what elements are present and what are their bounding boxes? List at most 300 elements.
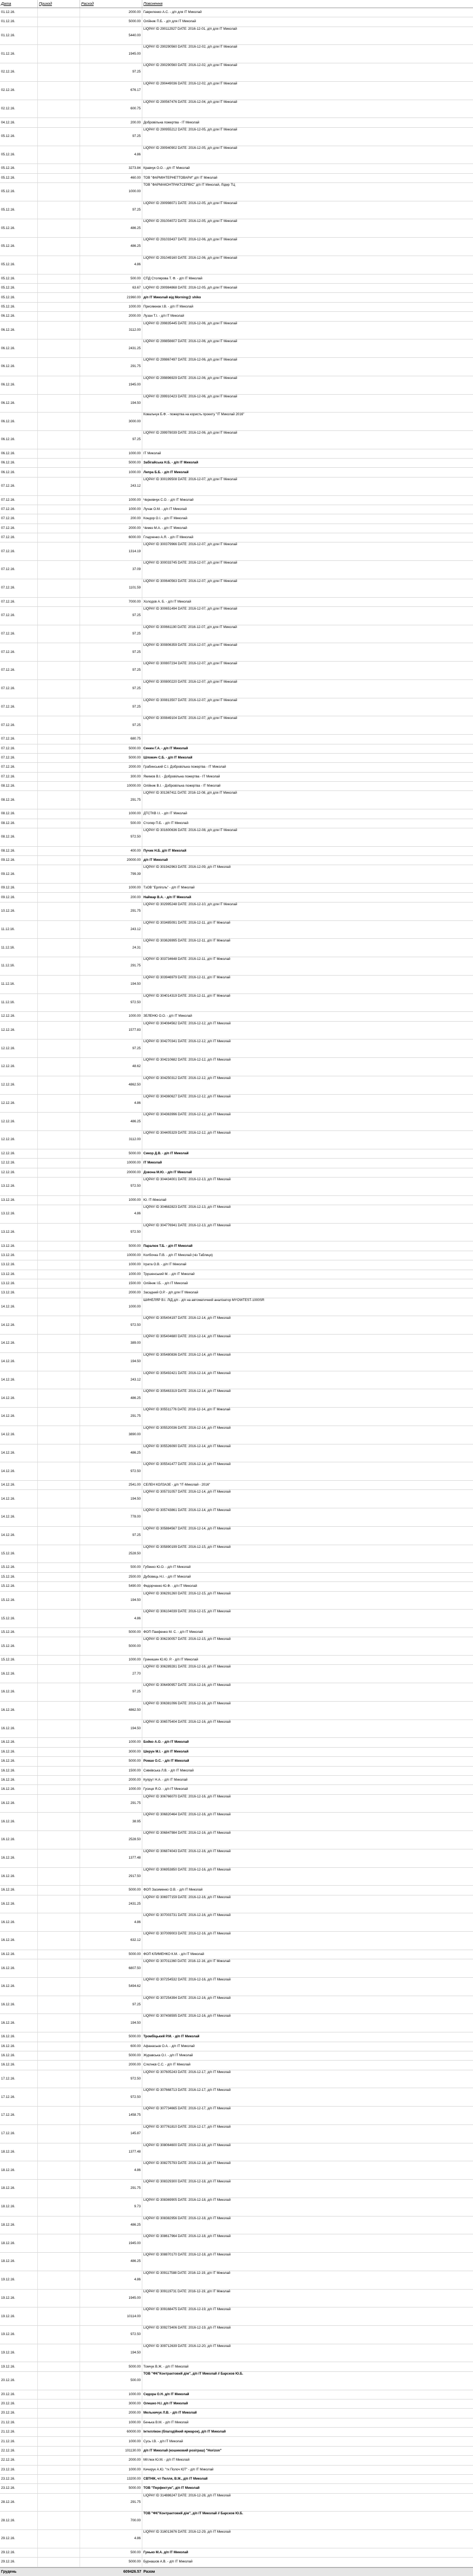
table-row xyxy=(0,1241,473,1251)
table-row xyxy=(0,1767,473,1776)
cell-income xyxy=(38,579,80,597)
table-row xyxy=(0,2437,473,2446)
table-row xyxy=(0,174,473,183)
cell-date: 16.12.16. xyxy=(0,2042,38,2051)
cell-note: Якимов В.І. - Добровільна пожертва - ІТ Миколай xyxy=(143,774,220,779)
table-row xyxy=(0,118,473,127)
cell-date: 07.12.16. xyxy=(0,662,38,679)
cell-note: Гавриленко А.С. - д/п для ІТ Миколай xyxy=(143,10,202,15)
cell-income xyxy=(38,1196,80,1205)
cell-date: 07.12.16. xyxy=(0,773,38,781)
header-date[interactable]: Дата xyxy=(0,0,38,8)
cell-date: 09.12.16. xyxy=(0,865,38,883)
cell-expense: 5000.00 xyxy=(80,2362,142,2371)
table-row xyxy=(0,1720,473,1738)
cell-date: 18.12.16. xyxy=(0,2143,38,2161)
cell-income xyxy=(38,1224,80,1241)
table-row xyxy=(0,505,473,514)
cell-expense: 460.00 xyxy=(80,174,142,182)
cell-income xyxy=(38,1113,80,1130)
cell-expense: 1000.00 xyxy=(80,468,142,476)
cell-income xyxy=(38,1720,80,1738)
table-row xyxy=(0,903,473,921)
table-row xyxy=(0,2530,473,2548)
table-row xyxy=(0,1353,473,1371)
cell-income xyxy=(38,533,80,542)
table-row xyxy=(0,413,473,431)
cell-expense: 3000.00 xyxy=(80,2400,142,2408)
cell-income xyxy=(38,478,80,495)
table-row xyxy=(0,2234,473,2253)
cell-date: 13.12.16. xyxy=(0,1270,38,1279)
cell-income xyxy=(38,17,80,26)
cell-date: 04.12.16. xyxy=(0,118,38,127)
cell-income xyxy=(38,1959,80,1977)
table-row xyxy=(0,1831,473,1849)
table-row xyxy=(0,598,473,607)
cell-note: LIQPAY ID 307011360 DATE: 2016-12-16, д/п ІТ Миколай xyxy=(143,1959,231,1964)
cell-note: LIQPAY ID 306291260 DATE: 2016-12-15, д/п ІТ Миколай xyxy=(143,1591,231,1596)
cell-date: 05.12.16. xyxy=(0,238,38,256)
cell-date: 14.12.16. xyxy=(0,1527,38,1545)
cell-income xyxy=(38,893,80,901)
cell-income xyxy=(38,1776,80,1784)
cell-expense: 4.86 xyxy=(80,1610,142,1627)
cell-income xyxy=(38,680,80,698)
cell-expense: 1945.00 xyxy=(80,376,142,394)
cell-date: 15.12.16. xyxy=(0,1637,38,1655)
cell-date: 01.12.16. xyxy=(0,27,38,45)
cell-note: LIQPAY ID 307605243 DATE: 2016-12-17, д/п ІТ Миколай xyxy=(143,2070,231,2074)
cell-date: 28.12.16. xyxy=(0,2494,38,2512)
cell-income xyxy=(38,2032,80,2041)
cell-note: LIQPAY ID 301942963 DATE: 2016-12-09, д/п ІТ Миколай xyxy=(143,865,231,869)
cell-income xyxy=(38,1371,80,1389)
table-row xyxy=(0,533,473,542)
cell-income xyxy=(38,1932,80,1950)
cell-date: 14.12.16. xyxy=(0,1335,38,1352)
table-row xyxy=(0,1886,473,1895)
cell-expense: 3112.00 xyxy=(80,1131,142,1149)
cell-income xyxy=(38,1444,80,1462)
cell-expense: 9.73 xyxy=(80,2198,142,2216)
cell-income xyxy=(38,2447,80,2455)
cell-date: 08.12.16. xyxy=(0,791,38,809)
cell-expense: 1000.00 xyxy=(80,496,142,505)
cell-income xyxy=(38,2125,80,2143)
cell-expense: 97.25 xyxy=(80,662,142,679)
cell-income xyxy=(38,1058,80,1076)
cell-date: 18.12.16. xyxy=(0,2234,38,2252)
cell-expense: 4.86 xyxy=(80,2530,142,2548)
cell-expense: 97.25 xyxy=(80,431,142,449)
cell-expense: 2000.00 xyxy=(80,8,142,17)
cell-expense: 2917.50 xyxy=(80,1868,142,1886)
cell-note: Федорченко Ю.Ф. - д/п ІТ Миколай xyxy=(143,1584,198,1588)
cell-note: LIQPAY ID 308275793 DATE: 2016-12-18, д/п ІТ Миколай xyxy=(143,2161,231,2166)
table-row xyxy=(0,1224,473,1242)
cell-date: 11.12.16. xyxy=(0,957,38,975)
cell-expense: 1000.00 xyxy=(80,1270,142,1279)
cell-date: 15.12.16. xyxy=(0,1592,38,1610)
cell-income xyxy=(38,625,80,643)
cell-income xyxy=(38,698,80,716)
cell-expense: 3273.84 xyxy=(80,164,142,173)
cell-expense: 24.31 xyxy=(80,939,142,957)
cell-note: LIQPAY ID 306766070 DATE: 2016-12-16, д/п ІТ Миколай xyxy=(143,1794,231,1799)
cell-date: 18.12.16. xyxy=(0,2253,38,2271)
cell-income xyxy=(38,2428,80,2436)
cell-date: 17.12.16. xyxy=(0,2088,38,2106)
cell-date: 28.12.16. xyxy=(0,2512,38,2529)
cell-date: 11.12.16. xyxy=(0,994,38,1012)
cell-income xyxy=(38,1279,80,1288)
cell-note: LIQPAY ID 306820464 DATE: 2016-12-16, д/п ІТ Миколай xyxy=(143,1813,231,1817)
cell-expense: 1000.00 xyxy=(80,2390,142,2399)
cell-date: 16.12.16. xyxy=(0,2061,38,2069)
cell-expense: 972.50 xyxy=(80,1178,142,1195)
table-row xyxy=(0,395,473,413)
cell-date: 12.12.16. xyxy=(0,1012,38,1021)
table-row xyxy=(0,561,473,579)
cell-date: 16.12.16. xyxy=(0,1702,38,1719)
table-row xyxy=(0,1076,473,1095)
cell-expense: 101130.00 xyxy=(80,2447,142,2455)
total-status: Разом xyxy=(143,2570,155,2574)
cell-income xyxy=(38,219,80,237)
cell-date: 14.12.16. xyxy=(0,1444,38,1462)
cell-date: 07.12.16. xyxy=(0,607,38,625)
cell-date: 20.12.16. xyxy=(0,2400,38,2408)
cell-income xyxy=(38,201,80,219)
cell-expense: 972.50 xyxy=(80,1462,142,1480)
cell-note: Кичирук А.Ю. "тк Полоч ЮТ" - д/п ІТ Миколай xyxy=(143,2467,214,2472)
cell-note: LIQPAY ID 304363996 DATE: 2016-12-12, д/п ІТ Миколай xyxy=(143,1113,231,1117)
cell-expense: 486.25 xyxy=(80,1444,142,1462)
cell-date: 19.12.16. xyxy=(0,2344,38,2362)
table-row xyxy=(0,514,473,524)
cell-date: 13.12.16. xyxy=(0,1205,38,1223)
cell-date: 14.12.16. xyxy=(0,1462,38,1480)
cell-note: LIQPAY ID 306230057 DATE: 2016-12-15, д/п ІТ Миколай xyxy=(143,1637,231,1642)
cell-expense: 972.50 xyxy=(80,1224,142,1241)
cell-expense: 13200.00 xyxy=(80,2475,142,2483)
cell-note: LIQPAY ID 291033437 DATE: 2016-12-06, д/п для ІТ Миколай xyxy=(143,238,238,242)
cell-expense: 291.75 xyxy=(80,903,142,920)
cell-income xyxy=(38,27,80,45)
cell-expense: 63.67 xyxy=(80,284,142,292)
cell-note: Журавська О.І. - д/п ІТ Миколай xyxy=(143,2054,193,2058)
table-row xyxy=(0,2466,473,2475)
cell-expense: 2528.50 xyxy=(80,1545,142,1563)
cell-note: LIQPAY ID 290290560 DATE: 2016-12-02, д/п для ІТ Миколай xyxy=(143,63,238,68)
cell-income xyxy=(38,1178,80,1195)
cell-date: 19.12.16. xyxy=(0,2290,38,2307)
total-row xyxy=(0,2567,473,2576)
cell-expense: 10000.00 xyxy=(80,1251,142,1260)
cell-income xyxy=(38,413,80,430)
table-row xyxy=(0,82,473,100)
cell-income xyxy=(38,322,80,339)
cell-date: 16.12.16. xyxy=(0,2051,38,2060)
cell-expense: 5000.00 xyxy=(80,17,142,26)
cell-income xyxy=(38,514,80,523)
cell-income xyxy=(38,2390,80,2399)
cell-expense: 2431.25 xyxy=(80,339,142,357)
cell-expense: 194.50 xyxy=(80,2014,142,2032)
header-expense[interactable]: Расход xyxy=(80,0,142,8)
cell-expense: 291.75 xyxy=(80,957,142,975)
cell-expense: 799.39 xyxy=(80,865,142,883)
cell-income xyxy=(38,1389,80,1407)
cell-income xyxy=(38,1241,80,1250)
cell-expense: 1314.19 xyxy=(80,542,142,560)
table-row xyxy=(0,1656,473,1665)
cell-note: ТОВ "ФАРМАКОНТРАКТСЕРВІС" д/п ІТ Миколай, Лідер ТЦ xyxy=(143,183,235,187)
cell-note: Лузан Т.І. - д/п ІТ Миколай xyxy=(143,314,185,318)
cell-income xyxy=(38,1996,80,2014)
cell-date: 16.12.16. xyxy=(0,1959,38,1977)
cell-expense: 6807.50 xyxy=(80,1959,142,1977)
cell-date: 07.12.16. xyxy=(0,643,38,661)
cell-note: LIQPAY ID 305492421 DATE: 2016-12-14, д/п ІТ Миколай xyxy=(143,1371,231,1375)
cell-expense: 291.75 xyxy=(80,358,142,376)
cell-date: 29.12.16. xyxy=(0,2548,38,2557)
cell-expense: 97.25 xyxy=(80,201,142,219)
cell-date: 18.12.16. xyxy=(0,2161,38,2179)
cell-note: LIQPAY ID 306874043 DATE: 2016-12-16, д/п ІТ Миколай xyxy=(143,1849,231,1853)
cell-note: Тромбіцький Р.М. - д/п ІТ Миколай xyxy=(143,2035,200,2039)
cell-date: 12.12.16. xyxy=(0,1159,38,1167)
table-row xyxy=(0,2390,473,2400)
cell-expense: 972.50 xyxy=(80,2326,142,2344)
table-row xyxy=(0,680,473,698)
cell-income xyxy=(38,1950,80,1959)
cell-date: 06.12.16. xyxy=(0,431,38,449)
table-row xyxy=(0,1748,473,1757)
cell-income xyxy=(38,2198,80,2216)
cell-expense: 4.86 xyxy=(80,2161,142,2179)
table-row xyxy=(0,459,473,468)
cell-income xyxy=(38,2548,80,2557)
cell-note: Бенька В.М. - д/п ІТ Миколай xyxy=(143,2420,189,2424)
table-row xyxy=(0,2042,473,2051)
cell-date: 16.12.16. xyxy=(0,2032,38,2041)
table-row xyxy=(0,431,473,449)
cell-income xyxy=(38,1582,80,1591)
cell-income xyxy=(38,339,80,357)
cell-date: 23.12.16. xyxy=(0,2475,38,2483)
table-row xyxy=(0,164,473,173)
cell-expense: 200.00 xyxy=(80,118,142,127)
table-row xyxy=(0,63,473,82)
cell-expense: 145.87 xyxy=(80,2125,142,2143)
table-row xyxy=(0,1795,473,1813)
cell-expense: 4.86 xyxy=(80,256,142,274)
cell-date: 14.12.16. xyxy=(0,1508,38,1526)
table-row xyxy=(0,2032,473,2042)
cell-date: 06.12.16. xyxy=(0,395,38,413)
header-income[interactable]: Приход xyxy=(38,0,80,8)
cell-date: 07.12.16. xyxy=(0,698,38,716)
table-row xyxy=(0,1131,473,1149)
cell-date: 07.12.16. xyxy=(0,542,38,560)
cell-expense: 500.00 xyxy=(80,819,142,828)
cell-expense: 2431.25 xyxy=(80,1895,142,1913)
cell-expense: 972.50 xyxy=(80,828,142,846)
cell-date: 12.12.16. xyxy=(0,1168,38,1177)
cell-expense: 600.00 xyxy=(80,2042,142,2051)
cell-date: 02.12.16. xyxy=(0,100,38,118)
cell-expense: 60000.00 xyxy=(80,2428,142,2436)
cell-note: ТОВ "ФАРМІНТЕРНЕТТОВАРИ" д/п ІТ Миколай xyxy=(143,175,218,180)
cell-date: 07.12.16. xyxy=(0,505,38,514)
cell-date: 05.12.16. xyxy=(0,201,38,219)
cell-date: 15.12.16. xyxy=(0,1656,38,1664)
cell-note: д/п ІТ Миколай (кошиковий розіграш) "Horizon" xyxy=(143,2448,222,2453)
table-row xyxy=(0,2548,473,2558)
cell-expense: 4.86 xyxy=(80,1205,142,1223)
cell-income xyxy=(38,773,80,781)
cell-income xyxy=(38,174,80,182)
table-row xyxy=(0,1895,473,1914)
cell-expense: 1377.48 xyxy=(80,2143,142,2161)
cell-date: 07.12.16. xyxy=(0,496,38,505)
cell-date: 06.12.16. xyxy=(0,376,38,394)
cell-expense: 5000.00 xyxy=(80,2484,142,2493)
cell-income xyxy=(38,1849,80,1867)
cell-date: 06.12.16. xyxy=(0,459,38,467)
cell-income xyxy=(38,2372,80,2390)
cell-date: 07.12.16. xyxy=(0,763,38,772)
cell-note: Купрут Н.А. - д/п ІТ Миколай xyxy=(143,1777,188,1782)
table-row xyxy=(0,2051,473,2061)
cell-note: Ковальчук Б.Ф. - пожертва на користь проекту "ІТ Миколай 2016" xyxy=(143,413,245,417)
cell-note: Дубовець Н.І. - д/п ІТ Миколай xyxy=(143,1574,191,1579)
cell-date: 07.12.16. xyxy=(0,561,38,579)
table-row xyxy=(0,2125,473,2143)
cell-date: 05.12.16. xyxy=(0,146,38,164)
cell-income xyxy=(38,2217,80,2234)
cell-income xyxy=(38,2042,80,2051)
cell-note: LIQPAY ID 304360627 DATE: 2016-12-12, д/п ІТ Миколай xyxy=(143,1094,231,1099)
table-row xyxy=(0,1389,473,1408)
cell-date: 16.12.16. xyxy=(0,2014,38,2032)
cell-expense: 2541.00 xyxy=(80,1481,142,1489)
cell-income xyxy=(38,2051,80,2060)
cell-date: 13.12.16. xyxy=(0,1279,38,1288)
cell-note: LIQPAY ID 307003731 DATE: 2016-12-16, д/п ІТ Миколай xyxy=(143,1913,231,1918)
cell-income xyxy=(38,1251,80,1260)
table-row xyxy=(0,744,473,754)
cell-date: 12.12.16. xyxy=(0,1113,38,1130)
cell-note: LIQPAY ID 300033745 DATE: 2016-12-07, д/п для ІТ Миколай xyxy=(143,561,238,565)
cell-date: 07.12.16. xyxy=(0,533,38,542)
table-row xyxy=(0,1978,473,1996)
cell-income xyxy=(38,183,80,201)
cell-income xyxy=(38,2070,80,2088)
table-row xyxy=(0,128,473,146)
cell-note: ІТ Миколай xyxy=(143,1161,162,1165)
cell-note: LIQPAY ID 300849104 DATE: 2016-12-07, д/п для ІТ Миколай xyxy=(143,716,238,721)
cell-income xyxy=(38,1785,80,1794)
cell-income xyxy=(38,2143,80,2161)
cell-note: Томчук В.Ж. - д/п ІТ Миколай xyxy=(143,2364,189,2369)
cell-date: 16.12.16. xyxy=(0,1757,38,1766)
cell-date: 10.12.16. xyxy=(0,903,38,920)
cell-date: 19.12.16. xyxy=(0,2307,38,2325)
cell-date: 17.12.16. xyxy=(0,2125,38,2143)
cell-note: Слєпнєв С.С. - д/п ІТ Миколай xyxy=(143,2063,190,2067)
cell-expense: 10114.00 xyxy=(80,2307,142,2325)
header-note[interactable]: Пояснення xyxy=(143,2,163,6)
cell-date: 05.12.16. xyxy=(0,219,38,237)
cell-expense: 300.00 xyxy=(80,773,142,781)
cell-income xyxy=(38,312,80,321)
cell-note: LIQPAY ID 309117588 DATE: 2016-12-19, д/п ІТ Миколай xyxy=(143,2271,231,2275)
cell-income xyxy=(38,976,80,993)
cell-expense: 291.75 xyxy=(80,791,142,809)
cell-expense: 1000.00 xyxy=(80,809,142,818)
cell-income xyxy=(38,643,80,661)
cell-note: LIQPAY ID 307734665 DATE: 2016-12-17, д/п ІТ Миколай xyxy=(143,2107,231,2111)
cell-income xyxy=(38,128,80,146)
table-row xyxy=(0,1335,473,1353)
cell-income xyxy=(38,1168,80,1177)
cell-income xyxy=(38,146,80,164)
table-row xyxy=(0,1260,473,1270)
table-row xyxy=(0,17,473,27)
cell-note: LIQPAY ID 301600636 DATE: 2016-12-08, д/п для ІТ Миколай xyxy=(143,828,238,832)
cell-date: 07.12.16. xyxy=(0,514,38,523)
cell-date: 14.12.16. xyxy=(0,1408,38,1426)
cell-date: 05.12.16. xyxy=(0,256,38,274)
cell-note: LIQPAY ID 300379966 DATE: 2016-12-07, д/п для ІТ Миколай xyxy=(143,542,238,547)
cell-date: 16.12.16. xyxy=(0,1913,38,1931)
table-row xyxy=(0,1012,473,1021)
cell-expense: 2000.00 xyxy=(80,1289,142,1297)
table-row xyxy=(0,2409,473,2418)
cell-note: LIQPAY ID 300800220 DATE: 2016-12-07, д/п для ІТ Миколай xyxy=(143,679,238,684)
cell-date: 12.12.16. xyxy=(0,1058,38,1076)
cell-date: 01.12.16. xyxy=(0,45,38,63)
cell-note: LIQPAY ID 290998071 DATE: 2016-12-05, д/п для ІТ Миколай xyxy=(143,201,238,205)
cell-expense: 2000.00 xyxy=(80,2061,142,2069)
cell-date: 16.12.16. xyxy=(0,1767,38,1775)
cell-expense: 2500.00 xyxy=(80,1573,142,1581)
table-row xyxy=(0,376,473,395)
cell-date: 13.12.16. xyxy=(0,1260,38,1269)
cell-income xyxy=(38,2180,80,2198)
cell-date: 09.12.16. xyxy=(0,856,38,865)
cell-date: 07.12.16. xyxy=(0,598,38,606)
table-row xyxy=(0,1913,473,1932)
cell-note: LIQPAY ID 299978039 DATE: 2016-12-06, д/п для ІТ Миколай xyxy=(143,430,238,435)
table-row xyxy=(0,1316,473,1335)
cell-expense: 5000.00 xyxy=(80,1757,142,1766)
cell-expense: 97.25 xyxy=(80,1683,142,1701)
cell-expense: 1945.00 xyxy=(80,45,142,63)
cell-date: 15.12.16. xyxy=(0,1545,38,1563)
table-row xyxy=(0,1022,473,1040)
cell-income xyxy=(38,496,80,505)
table-row xyxy=(0,1178,473,1196)
table-row xyxy=(0,1426,473,1444)
table-row xyxy=(0,1813,473,1831)
cell-expense: 97.25 xyxy=(80,63,142,81)
table-row xyxy=(0,1168,473,1178)
table-row xyxy=(0,2161,473,2180)
